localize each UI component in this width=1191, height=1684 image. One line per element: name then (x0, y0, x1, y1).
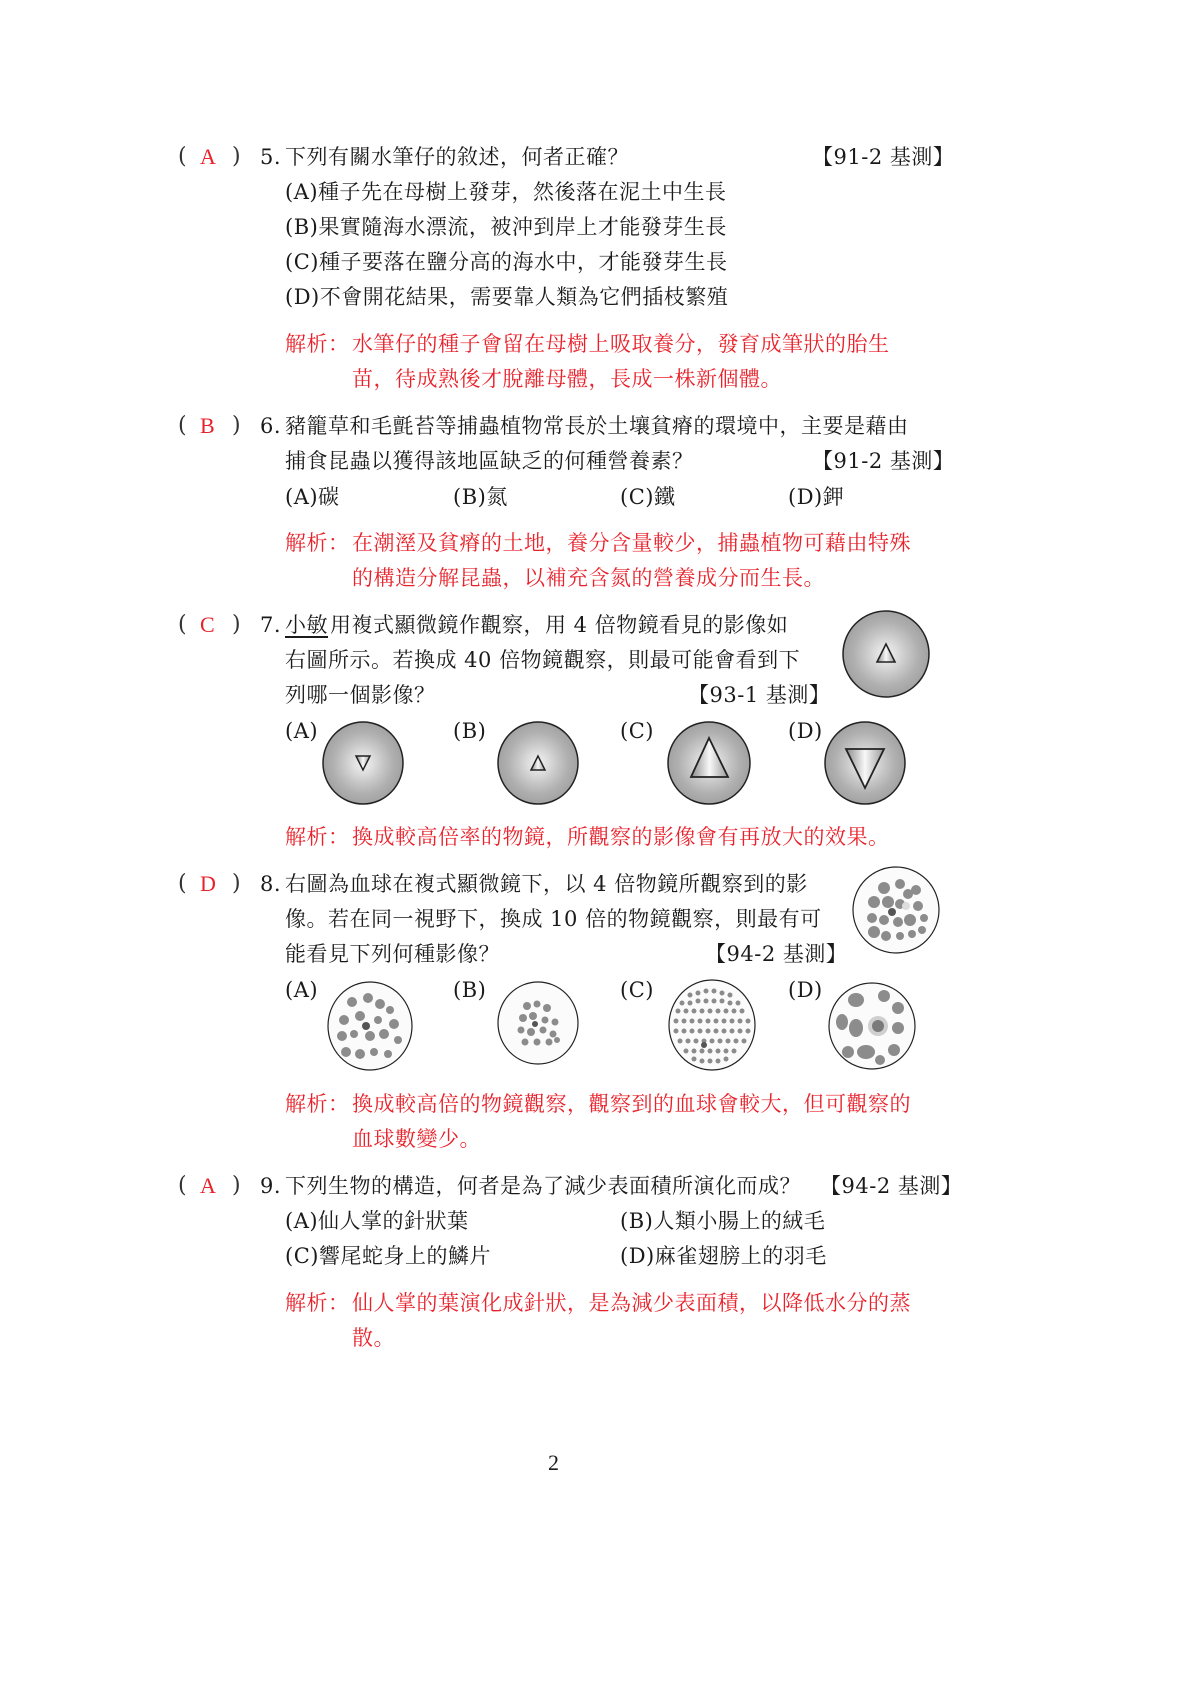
option-c: (C) (620, 719, 654, 743)
question-number: 8. (260, 872, 282, 896)
explanation-line: 在潮溼及貧瘠的土地，養分含量較少，捕蟲植物可藉由特殊 (352, 531, 911, 555)
exam-source: 【91-2 基測】 (812, 449, 955, 473)
explanation-line: 苗，待成熟後才脫離母體，長成一株新個體。 (352, 367, 782, 391)
explanation-label: 解析： (285, 1291, 350, 1315)
option-b: (B) (453, 978, 487, 1002)
answer-mark: D (200, 871, 216, 896)
question-stem: 像。若在同一視野下，換成 10 倍的物鏡觀察，則最有可 (285, 907, 822, 931)
option-d: (D)鉀 (788, 485, 845, 509)
microscope-field-reference-figure (842, 610, 932, 700)
answer-paren-open: ( (178, 144, 187, 169)
question-stem: 右圖為血球在複式顯微鏡下，以 4 倍物鏡所觀察到的影 (285, 872, 808, 896)
option-d: (D)麻雀翅膀上的羽毛 (620, 1244, 827, 1268)
explanation-line: 血球數變少。 (352, 1127, 481, 1151)
option-c: (C) (620, 978, 654, 1002)
option-d: (D)不會開花結果，需要靠人類為它們插枝繁殖 (285, 285, 729, 309)
option-c: (C)種子要落在鹽分高的海水中，才能發芽生長 (285, 250, 728, 274)
explanation-line: 的構造分解昆蟲，以補充含氮的營養成分而生長。 (352, 566, 825, 590)
question-stem: 下列有關水筆仔的敘述，何者正確？ (285, 145, 629, 169)
answer-paren-close: ) (232, 144, 241, 169)
answer-paren-close: ) (232, 871, 241, 896)
option-b: (B)人類小腸上的絨毛 (620, 1209, 826, 1233)
option-d-figure-blood-cells (828, 982, 916, 1070)
page-number: 2 (548, 1450, 559, 1475)
option-c: (C)響尾蛇身上的鱗片 (285, 1244, 491, 1268)
explanation-line: 換成較高倍的物鏡觀察，觀察到的血球會較大，但可觀察的 (352, 1092, 911, 1116)
option-d: (D) (788, 978, 823, 1002)
answer-paren-close: ) (232, 413, 241, 438)
option-b: (B)果實隨海水漂流，被沖到岸上才能發芽生長 (285, 215, 727, 239)
student-name: 小敏 (285, 613, 328, 637)
question-stem: 列哪一個影像？ (285, 683, 436, 707)
answer-paren-open: ( (178, 413, 187, 438)
question-number: 9. (260, 1174, 282, 1198)
question-number: 7. (260, 613, 282, 637)
explanation-line: 散。 (352, 1326, 395, 1350)
option-d-figure-large-inverted-triangle (824, 722, 908, 806)
answer-mark: C (200, 612, 215, 637)
answer-paren-open: ( (178, 871, 187, 896)
explanation-line: 換成較高倍率的物鏡，所觀察的影像會有再放大的效果。 (352, 825, 890, 849)
option-b: (B) (453, 719, 487, 743)
option-c-figure-large-upright-triangle (667, 722, 753, 806)
exam-source: 【93-1 基測】 (688, 683, 831, 707)
option-b-figure-small-upright-triangle (497, 722, 581, 806)
question-stem: 下列生物的構造，何者是為了減少表面積所演化而成？ (285, 1174, 801, 1198)
option-a-figure-small-inverted-triangle (322, 722, 406, 806)
question-stem: 能看見下列何種影像？ (285, 942, 500, 966)
option-a-figure-blood-cells (326, 982, 414, 1072)
explanation-line: 水筆仔的種子會留在母樹上吸取養分，發育成筆狀的胎生 (352, 332, 890, 356)
option-d: (D) (788, 719, 823, 743)
exam-source: 【94-2 基測】 (820, 1174, 963, 1198)
exam-source: 【94-2 基測】 (705, 942, 848, 966)
explanation-label: 解析： (285, 825, 350, 849)
explanation-label: 解析： (285, 1092, 350, 1116)
explanation-line: 仙人掌的葉演化成針狀，是為減少表面積，以降低水分的蒸 (352, 1291, 911, 1315)
exam-source: 【91-2 基測】 (812, 145, 955, 169)
answer-paren-open: ( (178, 612, 187, 637)
answer-mark: A (200, 1173, 216, 1198)
question-stem: 用複式顯微鏡作觀察，用 4 倍物鏡看見的影像如 (330, 613, 789, 637)
option-a: (A)碳 (285, 485, 340, 509)
option-a: (A)種子先在母樹上發芽，然後落在泥土中生長 (285, 180, 727, 204)
option-b-figure-blood-cells (497, 982, 581, 1066)
question-number: 6. (260, 414, 282, 438)
question-number: 5. (260, 145, 282, 169)
answer-paren-close: ) (232, 1173, 241, 1198)
option-a: (A)仙人掌的針狀葉 (285, 1209, 469, 1233)
answer-mark: B (200, 413, 215, 438)
explanation-label: 解析： (285, 332, 350, 356)
question-stem: 捕食昆蟲以獲得該地區缺乏的何種營養素？ (285, 449, 694, 473)
question-stem: 豬籠草和毛氈苔等捕蟲植物常長於土壤貧瘠的環境中，主要是藉由 (285, 414, 909, 438)
answer-mark: A (200, 144, 216, 169)
explanation-label: 解析： (285, 531, 350, 555)
option-b: (B)氮 (453, 485, 508, 509)
option-a: (A) (285, 719, 319, 743)
option-c: (C)鐵 (620, 485, 676, 509)
answer-paren-close: ) (232, 612, 241, 637)
option-a: (A) (285, 978, 319, 1002)
question-stem: 右圖所示。若換成 40 倍物鏡觀察，則最可能會看到下 (285, 648, 801, 672)
option-c-figure-blood-cells (668, 979, 756, 1071)
answer-paren-open: ( (178, 1173, 187, 1198)
blood-cell-reference-figure (852, 866, 940, 954)
